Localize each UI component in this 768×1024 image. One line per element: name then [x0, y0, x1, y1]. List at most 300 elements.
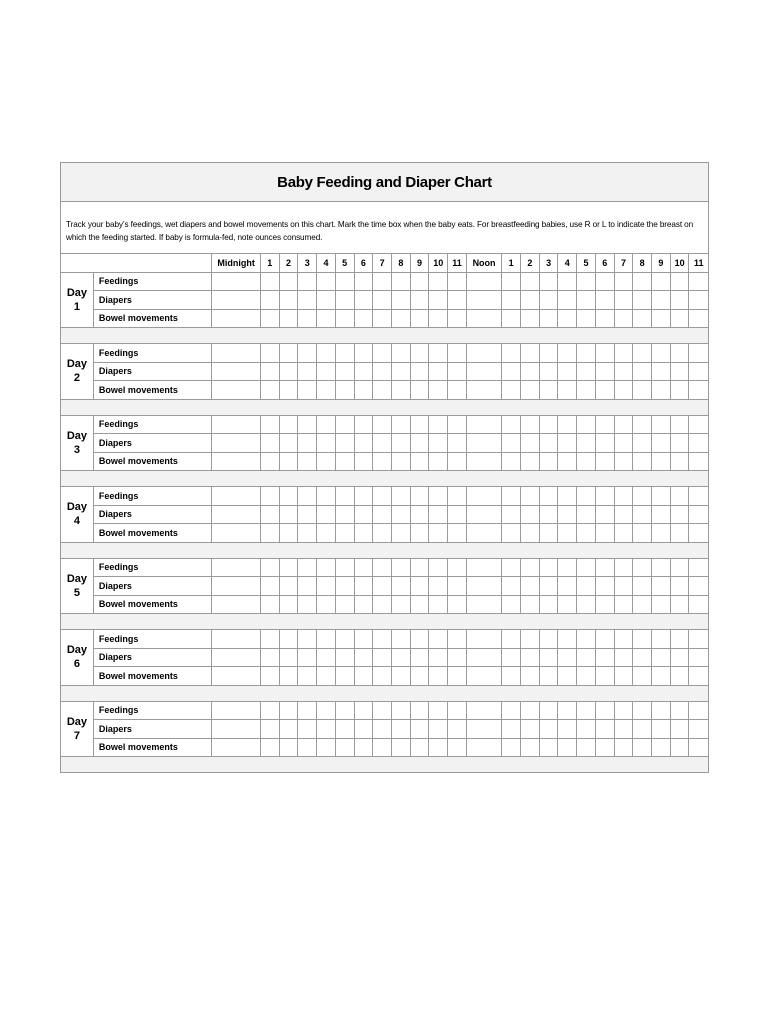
time-box[interactable] — [410, 577, 429, 596]
time-box[interactable] — [391, 309, 410, 328]
time-box[interactable] — [539, 487, 558, 506]
time-box[interactable] — [373, 309, 392, 328]
time-box[interactable] — [558, 291, 577, 310]
time-box[interactable] — [633, 720, 652, 739]
time-box[interactable] — [448, 452, 467, 471]
time-box[interactable] — [212, 648, 261, 667]
time-box[interactable] — [212, 577, 261, 596]
time-box[interactable] — [502, 415, 521, 434]
time-box[interactable] — [448, 272, 467, 291]
time-box[interactable] — [521, 415, 540, 434]
time-box[interactable] — [466, 344, 501, 363]
time-box[interactable] — [633, 648, 652, 667]
time-box[interactable] — [558, 344, 577, 363]
time-box[interactable] — [373, 362, 392, 381]
time-box[interactable] — [521, 272, 540, 291]
time-box[interactable] — [577, 362, 596, 381]
time-box[interactable] — [539, 524, 558, 543]
time-box[interactable] — [410, 630, 429, 649]
time-box[interactable] — [429, 595, 448, 614]
time-box[interactable] — [558, 738, 577, 757]
time-box[interactable] — [391, 415, 410, 434]
time-box[interactable] — [539, 720, 558, 739]
time-box[interactable] — [212, 344, 261, 363]
time-box[interactable] — [689, 487, 708, 506]
time-box[interactable] — [448, 595, 467, 614]
time-box[interactable] — [429, 667, 448, 686]
time-box[interactable] — [335, 415, 354, 434]
time-box[interactable] — [354, 452, 373, 471]
time-box[interactable] — [317, 577, 336, 596]
time-box[interactable] — [652, 381, 671, 400]
time-box[interactable] — [633, 309, 652, 328]
time-box[interactable] — [354, 720, 373, 739]
time-box[interactable] — [633, 272, 652, 291]
time-box[interactable] — [502, 452, 521, 471]
time-box[interactable] — [448, 362, 467, 381]
time-box[interactable] — [335, 577, 354, 596]
time-box[interactable] — [614, 362, 633, 381]
time-box[interactable] — [595, 362, 614, 381]
time-box[interactable] — [373, 558, 392, 577]
time-box[interactable] — [633, 524, 652, 543]
time-box[interactable] — [429, 648, 448, 667]
time-box[interactable] — [429, 309, 448, 328]
time-box[interactable] — [279, 381, 298, 400]
time-box[interactable] — [652, 577, 671, 596]
time-box[interactable] — [317, 381, 336, 400]
time-box[interactable] — [373, 505, 392, 524]
time-box[interactable] — [410, 344, 429, 363]
time-box[interactable] — [577, 272, 596, 291]
time-box[interactable] — [558, 524, 577, 543]
time-box[interactable] — [448, 738, 467, 757]
time-box[interactable] — [521, 487, 540, 506]
time-box[interactable] — [577, 577, 596, 596]
time-box[interactable] — [652, 415, 671, 434]
time-box[interactable] — [212, 309, 261, 328]
time-box[interactable] — [317, 309, 336, 328]
time-box[interactable] — [429, 738, 448, 757]
time-box[interactable] — [521, 344, 540, 363]
time-box[interactable] — [633, 415, 652, 434]
time-box[interactable] — [260, 558, 279, 577]
time-box[interactable] — [317, 648, 336, 667]
time-box[interactable] — [466, 362, 501, 381]
time-box[interactable] — [577, 701, 596, 720]
time-box[interactable] — [595, 452, 614, 471]
time-box[interactable] — [298, 291, 317, 310]
time-box[interactable] — [502, 595, 521, 614]
time-box[interactable] — [595, 487, 614, 506]
time-box[interactable] — [298, 630, 317, 649]
time-box[interactable] — [298, 524, 317, 543]
time-box[interactable] — [466, 505, 501, 524]
time-box[interactable] — [354, 344, 373, 363]
time-box[interactable] — [391, 381, 410, 400]
time-box[interactable] — [298, 309, 317, 328]
time-box[interactable] — [212, 720, 261, 739]
time-box[interactable] — [410, 381, 429, 400]
time-box[interactable] — [558, 381, 577, 400]
time-box[interactable] — [279, 362, 298, 381]
time-box[interactable] — [614, 309, 633, 328]
time-box[interactable] — [558, 558, 577, 577]
time-box[interactable] — [448, 309, 467, 328]
time-box[interactable] — [317, 362, 336, 381]
time-box[interactable] — [391, 524, 410, 543]
time-box[interactable] — [652, 272, 671, 291]
time-box[interactable] — [502, 291, 521, 310]
time-box[interactable] — [633, 381, 652, 400]
time-box[interactable] — [212, 701, 261, 720]
time-box[interactable] — [595, 272, 614, 291]
time-box[interactable] — [391, 595, 410, 614]
time-box[interactable] — [502, 701, 521, 720]
time-box[interactable] — [595, 667, 614, 686]
time-box[interactable] — [335, 595, 354, 614]
time-box[interactable] — [429, 381, 448, 400]
time-box[interactable] — [670, 524, 689, 543]
time-box[interactable] — [539, 738, 558, 757]
time-box[interactable] — [429, 558, 448, 577]
time-box[interactable] — [633, 738, 652, 757]
time-box[interactable] — [279, 524, 298, 543]
time-box[interactable] — [373, 452, 392, 471]
time-box[interactable] — [614, 505, 633, 524]
time-box[interactable] — [317, 291, 336, 310]
time-box[interactable] — [670, 291, 689, 310]
time-box[interactable] — [595, 505, 614, 524]
time-box[interactable] — [502, 381, 521, 400]
time-box[interactable] — [652, 505, 671, 524]
time-box[interactable] — [521, 309, 540, 328]
time-box[interactable] — [298, 667, 317, 686]
time-box[interactable] — [260, 344, 279, 363]
time-box[interactable] — [558, 505, 577, 524]
time-box[interactable] — [298, 344, 317, 363]
time-box[interactable] — [279, 738, 298, 757]
time-box[interactable] — [354, 415, 373, 434]
time-box[interactable] — [260, 524, 279, 543]
time-box[interactable] — [429, 505, 448, 524]
time-box[interactable] — [448, 648, 467, 667]
time-box[interactable] — [298, 595, 317, 614]
time-box[interactable] — [539, 595, 558, 614]
time-box[interactable] — [260, 272, 279, 291]
time-box[interactable] — [633, 667, 652, 686]
time-box[interactable] — [335, 630, 354, 649]
time-box[interactable] — [502, 648, 521, 667]
time-box[interactable] — [317, 701, 336, 720]
time-box[interactable] — [354, 524, 373, 543]
time-box[interactable] — [595, 648, 614, 667]
time-box[interactable] — [502, 630, 521, 649]
time-box[interactable] — [521, 558, 540, 577]
time-box[interactable] — [335, 558, 354, 577]
time-box[interactable] — [279, 701, 298, 720]
time-box[interactable] — [614, 595, 633, 614]
time-box[interactable] — [539, 452, 558, 471]
time-box[interactable] — [298, 434, 317, 453]
time-box[interactable] — [212, 738, 261, 757]
time-box[interactable] — [373, 487, 392, 506]
time-box[interactable] — [391, 452, 410, 471]
time-box[interactable] — [279, 309, 298, 328]
time-box[interactable] — [670, 577, 689, 596]
time-box[interactable] — [595, 344, 614, 363]
time-box[interactable] — [577, 415, 596, 434]
time-box[interactable] — [212, 487, 261, 506]
time-box[interactable] — [670, 595, 689, 614]
time-box[interactable] — [689, 434, 708, 453]
time-box[interactable] — [279, 667, 298, 686]
time-box[interactable] — [429, 524, 448, 543]
time-box[interactable] — [652, 558, 671, 577]
time-box[interactable] — [633, 558, 652, 577]
time-box[interactable] — [595, 291, 614, 310]
time-box[interactable] — [539, 505, 558, 524]
time-box[interactable] — [354, 577, 373, 596]
time-box[interactable] — [689, 558, 708, 577]
time-box[interactable] — [466, 667, 501, 686]
time-box[interactable] — [539, 558, 558, 577]
time-box[interactable] — [502, 577, 521, 596]
time-box[interactable] — [466, 434, 501, 453]
time-box[interactable] — [317, 415, 336, 434]
time-box[interactable] — [689, 415, 708, 434]
time-box[interactable] — [539, 577, 558, 596]
time-box[interactable] — [670, 648, 689, 667]
time-box[interactable] — [558, 452, 577, 471]
time-box[interactable] — [466, 720, 501, 739]
time-box[interactable] — [558, 434, 577, 453]
time-box[interactable] — [373, 291, 392, 310]
time-box[interactable] — [212, 381, 261, 400]
time-box[interactable] — [614, 738, 633, 757]
time-box[interactable] — [521, 720, 540, 739]
time-box[interactable] — [429, 415, 448, 434]
time-box[interactable] — [521, 701, 540, 720]
time-box[interactable] — [614, 648, 633, 667]
time-box[interactable] — [260, 434, 279, 453]
time-box[interactable] — [558, 595, 577, 614]
time-box[interactable] — [429, 701, 448, 720]
time-box[interactable] — [335, 505, 354, 524]
time-box[interactable] — [373, 524, 392, 543]
time-box[interactable] — [260, 701, 279, 720]
time-box[interactable] — [429, 452, 448, 471]
time-box[interactable] — [429, 487, 448, 506]
time-box[interactable] — [670, 272, 689, 291]
time-box[interactable] — [689, 381, 708, 400]
time-box[interactable] — [391, 720, 410, 739]
time-box[interactable] — [614, 487, 633, 506]
time-box[interactable] — [670, 434, 689, 453]
time-box[interactable] — [521, 291, 540, 310]
time-box[interactable] — [689, 505, 708, 524]
time-box[interactable] — [410, 415, 429, 434]
time-box[interactable] — [354, 381, 373, 400]
time-box[interactable] — [614, 577, 633, 596]
time-box[interactable] — [298, 452, 317, 471]
time-box[interactable] — [448, 291, 467, 310]
time-box[interactable] — [670, 630, 689, 649]
time-box[interactable] — [595, 595, 614, 614]
time-box[interactable] — [689, 362, 708, 381]
time-box[interactable] — [354, 309, 373, 328]
time-box[interactable] — [335, 524, 354, 543]
time-box[interactable] — [521, 577, 540, 596]
time-box[interactable] — [614, 434, 633, 453]
time-box[interactable] — [614, 524, 633, 543]
time-box[interactable] — [448, 630, 467, 649]
time-box[interactable] — [448, 434, 467, 453]
time-box[interactable] — [410, 524, 429, 543]
time-box[interactable] — [410, 291, 429, 310]
time-box[interactable] — [633, 701, 652, 720]
time-box[interactable] — [410, 558, 429, 577]
time-box[interactable] — [595, 720, 614, 739]
time-box[interactable] — [429, 434, 448, 453]
time-box[interactable] — [429, 577, 448, 596]
time-box[interactable] — [689, 595, 708, 614]
time-box[interactable] — [212, 505, 261, 524]
time-box[interactable] — [595, 738, 614, 757]
time-box[interactable] — [614, 344, 633, 363]
time-box[interactable] — [260, 595, 279, 614]
time-box[interactable] — [298, 272, 317, 291]
time-box[interactable] — [429, 272, 448, 291]
time-box[interactable] — [335, 487, 354, 506]
time-box[interactable] — [410, 701, 429, 720]
time-box[interactable] — [595, 434, 614, 453]
time-box[interactable] — [466, 595, 501, 614]
time-box[interactable] — [448, 415, 467, 434]
time-box[interactable] — [373, 701, 392, 720]
time-box[interactable] — [429, 344, 448, 363]
time-box[interactable] — [335, 362, 354, 381]
time-box[interactable] — [652, 524, 671, 543]
time-box[interactable] — [448, 344, 467, 363]
time-box[interactable] — [652, 344, 671, 363]
time-box[interactable] — [577, 595, 596, 614]
time-box[interactable] — [298, 738, 317, 757]
time-box[interactable] — [652, 667, 671, 686]
time-box[interactable] — [670, 701, 689, 720]
time-box[interactable] — [410, 362, 429, 381]
time-box[interactable] — [466, 415, 501, 434]
time-box[interactable] — [260, 415, 279, 434]
time-box[interactable] — [502, 362, 521, 381]
time-box[interactable] — [335, 344, 354, 363]
time-box[interactable] — [279, 434, 298, 453]
time-box[interactable] — [410, 595, 429, 614]
time-box[interactable] — [354, 362, 373, 381]
time-box[interactable] — [279, 595, 298, 614]
time-box[interactable] — [502, 272, 521, 291]
time-box[interactable] — [298, 720, 317, 739]
time-box[interactable] — [260, 667, 279, 686]
time-box[interactable] — [317, 558, 336, 577]
time-box[interactable] — [410, 720, 429, 739]
time-box[interactable] — [298, 505, 317, 524]
time-box[interactable] — [429, 630, 448, 649]
time-box[interactable] — [260, 487, 279, 506]
time-box[interactable] — [410, 738, 429, 757]
time-box[interactable] — [558, 648, 577, 667]
time-box[interactable] — [689, 648, 708, 667]
time-box[interactable] — [502, 505, 521, 524]
time-box[interactable] — [670, 487, 689, 506]
time-box[interactable] — [466, 630, 501, 649]
time-box[interactable] — [670, 381, 689, 400]
time-box[interactable] — [317, 487, 336, 506]
time-box[interactable] — [373, 667, 392, 686]
time-box[interactable] — [558, 720, 577, 739]
time-box[interactable] — [260, 577, 279, 596]
time-box[interactable] — [539, 272, 558, 291]
time-box[interactable] — [521, 667, 540, 686]
time-box[interactable] — [577, 344, 596, 363]
time-box[interactable] — [391, 505, 410, 524]
time-box[interactable] — [689, 452, 708, 471]
time-box[interactable] — [354, 434, 373, 453]
time-box[interactable] — [521, 505, 540, 524]
time-box[interactable] — [689, 309, 708, 328]
time-box[interactable] — [595, 381, 614, 400]
time-box[interactable] — [595, 309, 614, 328]
time-box[interactable] — [373, 272, 392, 291]
time-box[interactable] — [260, 630, 279, 649]
time-box[interactable] — [466, 648, 501, 667]
time-box[interactable] — [652, 291, 671, 310]
time-box[interactable] — [539, 701, 558, 720]
time-box[interactable] — [212, 667, 261, 686]
time-box[interactable] — [689, 630, 708, 649]
time-box[interactable] — [466, 558, 501, 577]
time-box[interactable] — [335, 648, 354, 667]
time-box[interactable] — [670, 362, 689, 381]
time-box[interactable] — [391, 434, 410, 453]
time-box[interactable] — [260, 381, 279, 400]
time-box[interactable] — [652, 309, 671, 328]
time-box[interactable] — [410, 667, 429, 686]
time-box[interactable] — [429, 362, 448, 381]
time-box[interactable] — [689, 701, 708, 720]
time-box[interactable] — [558, 630, 577, 649]
time-box[interactable] — [539, 630, 558, 649]
time-box[interactable] — [279, 505, 298, 524]
time-box[interactable] — [335, 381, 354, 400]
time-box[interactable] — [652, 434, 671, 453]
time-box[interactable] — [279, 291, 298, 310]
time-box[interactable] — [317, 738, 336, 757]
time-box[interactable] — [633, 344, 652, 363]
time-box[interactable] — [448, 667, 467, 686]
time-box[interactable] — [558, 362, 577, 381]
time-box[interactable] — [317, 630, 336, 649]
time-box[interactable] — [670, 415, 689, 434]
time-box[interactable] — [614, 701, 633, 720]
time-box[interactable] — [298, 558, 317, 577]
time-box[interactable] — [670, 738, 689, 757]
time-box[interactable] — [577, 558, 596, 577]
time-box[interactable] — [373, 434, 392, 453]
time-box[interactable] — [633, 487, 652, 506]
time-box[interactable] — [577, 505, 596, 524]
time-box[interactable] — [279, 452, 298, 471]
